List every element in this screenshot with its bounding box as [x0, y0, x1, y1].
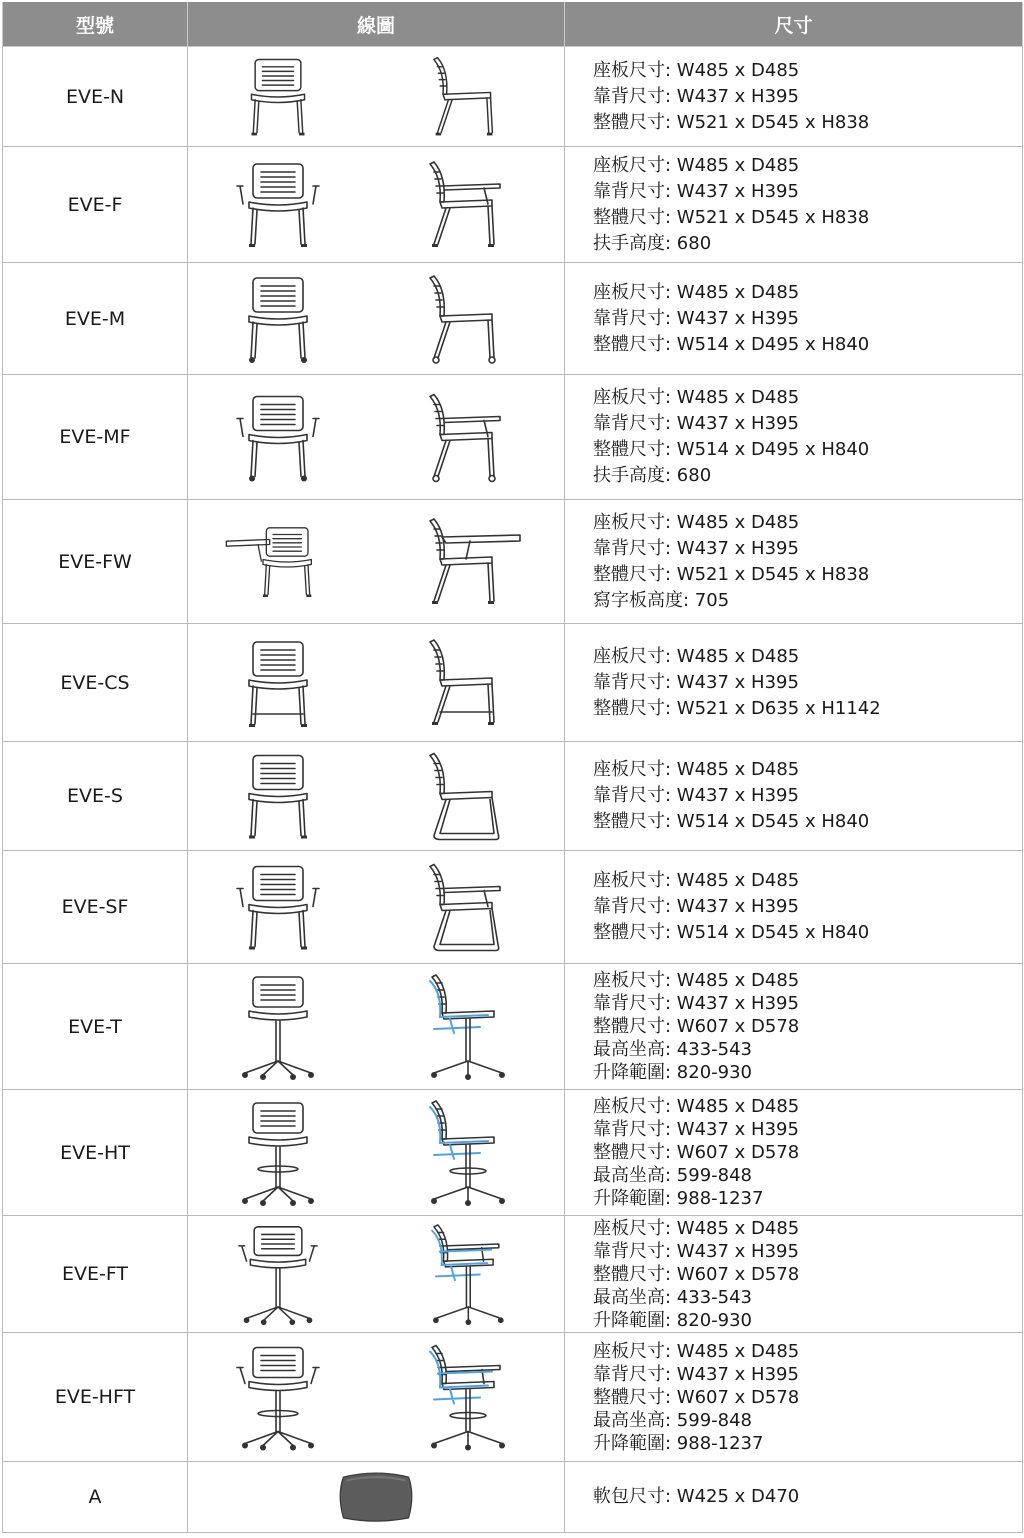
spec-line: 整體尺寸: W607 x D578: [593, 1142, 800, 1163]
spec-line: 整體尺寸: W607 x D578: [593, 1386, 800, 1408]
spec-line: 座板尺寸: W485 x D485: [593, 59, 800, 81]
model-code: EVE-FW: [58, 550, 132, 573]
table-row: [3, 1216, 1023, 1333]
spec-line: 升降範圍: 988-1237: [593, 1432, 764, 1454]
chair-side-view-drawing: [420, 631, 530, 735]
size-cell: [565, 624, 1023, 742]
model-cell: [3, 964, 188, 1090]
spec-line: 靠背尺寸: W437 x H395: [593, 671, 799, 693]
model-code: EVE-S: [67, 785, 123, 807]
model-cell: [3, 742, 188, 851]
model-cell: [3, 500, 188, 624]
model-cell: [3, 263, 188, 375]
model-cell: [3, 1090, 188, 1216]
size-cell: [565, 147, 1023, 263]
size-cell: [565, 263, 1023, 375]
spec-line: 整體尺寸: W521 x D545 x H838: [593, 206, 870, 228]
spec-line: 靠背尺寸: W437 x H395: [593, 180, 799, 202]
table-row: [3, 624, 1023, 742]
spec-line: 靠背尺寸: W437 x H395: [593, 1119, 799, 1140]
chair-side-view-drawing: [420, 382, 530, 493]
spec-line: 扶手高度: 680: [593, 232, 712, 254]
drawing-cell: [188, 1333, 565, 1462]
model-cell: [3, 624, 188, 742]
drawing-cell: [188, 47, 565, 147]
header-drawing: 線圖: [188, 2, 565, 47]
model-cell: [3, 375, 188, 500]
drawing-cell: [188, 1090, 565, 1216]
spec-line: 軟包尺寸: W425 x D470: [593, 1486, 800, 1507]
spec-line: 座板尺寸: W485 x D485: [593, 1340, 800, 1362]
size-cell: [565, 742, 1023, 851]
spec-line: 座板尺寸: W485 x D485: [593, 645, 800, 667]
table-row: [3, 375, 1023, 500]
size-cell: [565, 1090, 1023, 1216]
chair-front-view-drawing: [223, 154, 333, 256]
drawing-cell: [188, 500, 565, 624]
chair-front-view-drawing: [223, 749, 333, 844]
table-row: [3, 1333, 1023, 1462]
spec-table: [2, 2, 1023, 1533]
chair-side-view-drawing: [420, 749, 530, 844]
spec-line: 靠背尺寸: W437 x H395: [593, 1240, 799, 1262]
spec-line: 升降範圍: 820-930: [593, 1309, 752, 1331]
model-cell: [3, 1333, 188, 1462]
drawing-cell: [188, 742, 565, 851]
spec-line: 座板尺寸: W485 x D485: [593, 970, 800, 991]
spec-line: 最高坐高: 433-543: [593, 1039, 752, 1060]
spec-line: 靠背尺寸: W437 x H395: [593, 413, 799, 434]
model-code: EVE-HFT: [54, 1386, 136, 1408]
spec-line: 升降範圍: 988-1237: [593, 1188, 764, 1209]
model-cell: [3, 1216, 188, 1333]
model-code: EVE-M: [64, 307, 126, 330]
spec-line: 寫字板高度: 705: [593, 589, 730, 611]
chair-side-view-drawing: [420, 270, 530, 368]
model-code: EVE-F: [67, 193, 123, 216]
chair-front-view-drawing: [223, 507, 333, 617]
header-size: 尺寸: [565, 2, 1023, 47]
spec-line: 座板尺寸: W485 x D485: [593, 1096, 800, 1117]
header-model: 型號: [3, 2, 188, 47]
chair-front-view-drawing: [223, 971, 333, 1083]
model-code: EVE-N: [65, 85, 125, 108]
drawing-cell: [188, 1462, 565, 1533]
drawing-cell: [188, 1216, 565, 1333]
drawing-cell: [188, 964, 565, 1090]
model-cell: [3, 1462, 188, 1533]
chair-side-view-drawing: [420, 154, 530, 256]
drawing-cell: [188, 851, 565, 964]
chair-side-view-drawing: [420, 1097, 530, 1209]
size-cell: [565, 375, 1023, 500]
spec-line: 整體尺寸: W514 x D495 x H840: [593, 439, 870, 460]
drawing-cell: [188, 375, 565, 500]
chair-front-view-drawing: [223, 54, 333, 140]
spec-line: 整體尺寸: W514 x D545 x H840: [593, 922, 870, 943]
spec-line: 整體尺寸: W514 x D545 x H840: [593, 811, 870, 832]
chair-side-view-drawing: [420, 54, 530, 140]
spec-line: 最高坐高: 599-848: [593, 1165, 752, 1186]
table-row: [3, 851, 1023, 964]
size-cell: [565, 1462, 1023, 1533]
spec-line: 整體尺寸: W607 x D578: [593, 1263, 800, 1285]
spec-line: 靠背尺寸: W437 x H395: [593, 307, 799, 329]
spec-line: 靠背尺寸: W437 x H395: [593, 85, 799, 107]
chair-side-view-drawing: [420, 507, 530, 617]
chair-front-view-drawing: [223, 1097, 333, 1209]
model-code: EVE-FT: [61, 1263, 129, 1285]
spec-line: 靠背尺寸: W437 x H395: [593, 993, 799, 1014]
chair-side-view-drawing: [420, 1223, 530, 1326]
chair-front-view-drawing: [223, 270, 333, 368]
spec-line: 座板尺寸: W485 x D485: [593, 870, 800, 891]
drawing-cell: [188, 263, 565, 375]
model-code: EVE-HT: [60, 1141, 130, 1164]
table-header-row: [3, 2, 1023, 47]
table-row: [3, 147, 1023, 263]
chair-front-view-drawing: [223, 382, 333, 493]
model-code: EVE-T: [68, 1015, 122, 1038]
spec-line: 整體尺寸: W521 x D545 x H838: [593, 563, 870, 585]
spec-line: 座板尺寸: W485 x D485: [593, 281, 800, 303]
table-row: [3, 263, 1023, 375]
spec-line: 最高坐高: 433-543: [593, 1286, 752, 1308]
model-cell: [3, 851, 188, 964]
model-code: EVE-MF: [59, 426, 131, 448]
spec-line: 座板尺寸: W485 x D485: [593, 759, 800, 780]
spec-line: 升降範圍: 820-930: [593, 1062, 752, 1083]
size-cell: [565, 1333, 1023, 1462]
chair-side-view-drawing: [420, 971, 530, 1083]
table-row: [3, 1462, 1023, 1533]
size-cell: [565, 500, 1023, 624]
chair-front-view-drawing: [223, 858, 333, 957]
spec-line: 整體尺寸: W521 x D545 x H838: [593, 111, 870, 133]
size-cell: [565, 964, 1023, 1090]
drawing-cell: [188, 624, 565, 742]
model-code: EVE-CS: [60, 671, 130, 694]
table-row: [3, 964, 1023, 1090]
chair-front-view-drawing: [223, 1340, 333, 1455]
spec-line: 靠背尺寸: W437 x H395: [593, 896, 799, 917]
spec-line: 整體尺寸: W514 x D495 x H840: [593, 333, 870, 355]
spec-line: 座板尺寸: W485 x D485: [593, 511, 800, 533]
chair-front-view-drawing: [223, 1223, 333, 1326]
chair-side-view-drawing: [420, 1340, 530, 1455]
chair-front-view-drawing: [223, 631, 333, 735]
size-cell: [565, 851, 1023, 964]
spec-line: 靠背尺寸: W437 x H395: [593, 785, 799, 806]
model-code: EVE-SF: [61, 896, 129, 918]
model-code: A: [88, 1486, 102, 1508]
table-row: [3, 1090, 1023, 1216]
table-row: [3, 47, 1023, 147]
chair-side-view-drawing: [420, 858, 530, 957]
size-cell: [565, 1216, 1023, 1333]
table-row: [3, 742, 1023, 851]
spec-line: 整體尺寸: W607 x D578: [593, 1016, 800, 1037]
spec-line: 整體尺寸: W521 x D635 x H1142: [593, 697, 881, 719]
model-cell: [3, 47, 188, 147]
spec-line: 座板尺寸: W485 x D485: [593, 154, 800, 176]
table-row: [3, 500, 1023, 624]
spec-line: 扶手高度: 680: [593, 465, 712, 486]
spec-line: 最高坐高: 599-848: [593, 1409, 752, 1431]
spec-line: 座板尺寸: W485 x D485: [593, 1217, 800, 1239]
model-cell: [3, 147, 188, 263]
spec-line: 座板尺寸: W485 x D485: [593, 387, 800, 408]
size-cell: [565, 47, 1023, 147]
spec-line: 靠背尺寸: W437 x H395: [593, 1363, 799, 1385]
seat-cushion-drawing: [316, 1469, 436, 1526]
spec-line: 靠背尺寸: W437 x H395: [593, 537, 799, 559]
drawing-cell: [188, 147, 565, 263]
